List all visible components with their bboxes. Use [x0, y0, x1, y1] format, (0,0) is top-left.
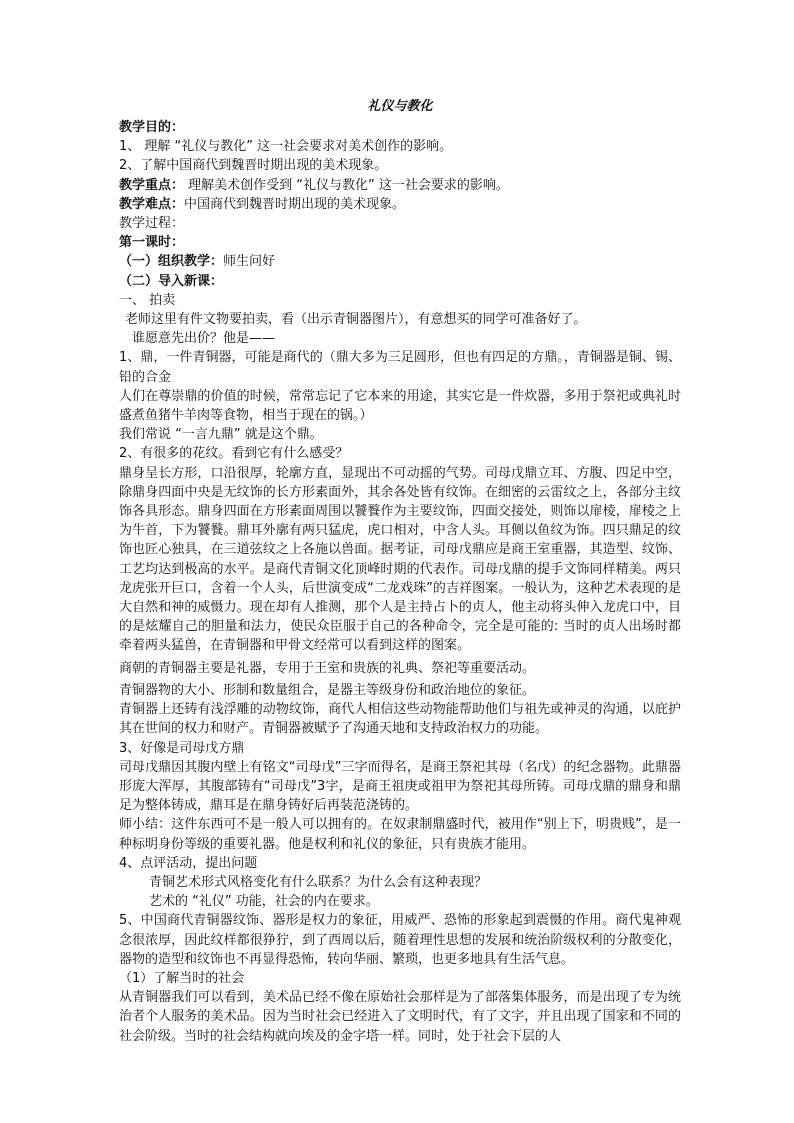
- paragraph-idiom: 我们常说 “一言九鼎” 就是这个鼎。: [119, 427, 323, 443]
- difficult-points: [119, 195, 681, 214]
- document-title: 礼仪与教化: [367, 99, 433, 114]
- organize-teaching: [119, 252, 681, 271]
- paragraph-relief: 青铜器上还铸有浅浮雕的动物纹饰，商代人相信这些动物能帮助他们与祖先或神灵的沟通，以庇护其在世间的权力和财产。青铜器被赋予了沟通天地和支持政治权力的功能。: [119, 702, 681, 737]
- org-text: 师生问好: [223, 254, 276, 270]
- paragraph-simuwu: 3、好像是司母戊方鼎: [119, 740, 245, 756]
- intro-heading: （二）导入新课：: [119, 273, 224, 289]
- paragraph-inscription: 司母戊鼎因其腹内壁上有铭文“司母戊”三字而得名，是商王祭祀其母（名戊）的纪念器物。此鼎器形庞大浑厚，其腹部铸有“司母戊”3字，是商王祖庚或祖甲为祭祀其母所铸。司母戊鼎的鼎身和鼎足为整体铸成，鼎耳是在鼎身铸好后再装范浇铸的。: [119, 759, 681, 814]
- goals-heading: [119, 118, 681, 137]
- key-label: 教学重点：: [119, 177, 185, 193]
- paragraph-patterns-question: 2、有很多的花纹。看到它有什么感受？: [119, 446, 349, 462]
- paragraph-status: 青铜器物的大小、形制和数量组合，是器主等级身份和政治地位的象征。: [119, 682, 536, 698]
- auction-line-2: 谁愿意先出价？他是——: [132, 331, 276, 347]
- key-text: 理解美术创作受到 “礼仪与教化” 这一社会要求的影响。: [184, 177, 509, 193]
- goal-2: 2、了解中国商代到魏晋时期出现的美术现象。: [119, 158, 388, 174]
- paragraph-description: 鼎身呈长方形，口沿很厚，轮廓方直，显现出不可动摇的气势。司母戊鼎立耳、方腹、四足中空，除鼎身四面中央是无纹饰的长方形素面外，其余各处皆有纹饰。在细密的云雷纹之上，各部分主纹饰各具形态。鼎身四面在方形素面周围以饕餮作为主要纹饰，四面交接处，则饰以扉棱，扉棱之上为牛首，下为饕餮。鼎耳外廓有两只猛虎，虎口相对，中含人头。耳侧以鱼纹为饰。四只鼎足的纹饰也匠心独具，在三道弦纹之上各施以兽面。据考证，司母戊鼎应是商王室重器，其造型、纹饰、工艺均达到极高的水平。是商代青铜文化顶峰时期的代表作。司母戊鼎的提手文饰同样精美。两只龙虎张开巨口，含着一个人头，后世演变成“二龙戏珠”的吉祥图案。一般认为，这种艺术表现的是大自然和神的威慑力。现在却有人推测，那个人是主持占卜的贞人，他主动将头伸入龙虎口中，目的是炫耀自己的胆量和法力，使民众臣服于自己的各种命令，完全是可能的: 当时的贞人出场时都牵着两头猛兽，在青铜器和甲骨文经常可以看到这样的图案。: [119, 465, 681, 654]
- paragraph-symbol: 5、中国商代青铜器纹饰、器形是权力的象征，用威严、恐怖的形象起到震慑的作用。商代鬼神观念很浓厚，因此纹样都很狰狞，到了西周以后，随着理性思想的发展和统治阶级权利的分散变化，器物的造型和纹饰也不再显得恐怖，转向华丽、繁琐，也更多地具有生活气息。: [119, 913, 681, 967]
- document-page: [119, 97, 681, 1046]
- paragraph-ding: 1、鼎，一件青铜器，可能是商代的（鼎大多为三足圆形，但也有四足的方鼎。，青铜器是铜、锡、铅的合金: [119, 350, 681, 385]
- paragraph-society-heading: （1）了解当时的社会: [119, 970, 245, 986]
- process-heading: 教学过程：: [119, 216, 185, 232]
- goals-label: 教学目的：: [119, 120, 185, 135]
- diff-label: 教学难点：: [119, 196, 185, 212]
- paragraph-ritual: 商朝的青铜器主要是礼器，专用于王室和贵族的礼典、祭祀等重要活动。: [119, 660, 536, 676]
- paragraph-usage: 人们在尊崇鼎的价值的时候，常常忘记了它本来的用途，其实它是一件炊器，多用于祭祀或典礼时盛煮鱼猪牛羊肉等食物，相当于现在的锅。）: [119, 388, 681, 424]
- paragraph-summary: 师小结：这件东西可不是一般人可以拥有的。在奴隶制鼎盛时代，被用作“别上下，明贵贱”，是一种标明身份等级的重要礼器。他是权利和礼仪的象征，只有贵族才能用。: [119, 817, 681, 852]
- key-points: [119, 176, 681, 195]
- lesson-heading: 第一课时：: [119, 235, 185, 251]
- org-label: （一）组织教学：: [119, 254, 224, 270]
- paragraph-question: 青铜艺术形式风格变化有什么联系？为什么会有这种表现？: [149, 874, 488, 890]
- paragraph-activity: 4、点评活动，提出问题: [119, 855, 258, 871]
- goal-1: 1、 理解 “礼仪与教化” 这一社会要求对美术创作的影响。: [119, 139, 453, 155]
- diff-text: 中国商代到魏晋时期出现的美术现象。: [184, 196, 406, 212]
- paragraph-function: 艺术的 “礼仪” 功能，社会的内在要求。: [149, 894, 379, 910]
- auction-line-1: 老师这里有件文物要拍卖，看（出示青铜器图片），有意想买的同学可准备好了。: [125, 312, 587, 328]
- section-auction: 一、 拍卖: [119, 292, 176, 308]
- paragraph-society: 从青铜器我们可以看到，美术品已经不像在原始社会那样是为了部落集体服务，而是出现了专为统治者个人服务的美术品。因为当时社会已经进入了文明时代，有了文字，并且出现了国家和不同的社会阶级。当时的社会结构就向埃及的金字塔一样。同时，处于社会下层的人: [119, 990, 681, 1044]
